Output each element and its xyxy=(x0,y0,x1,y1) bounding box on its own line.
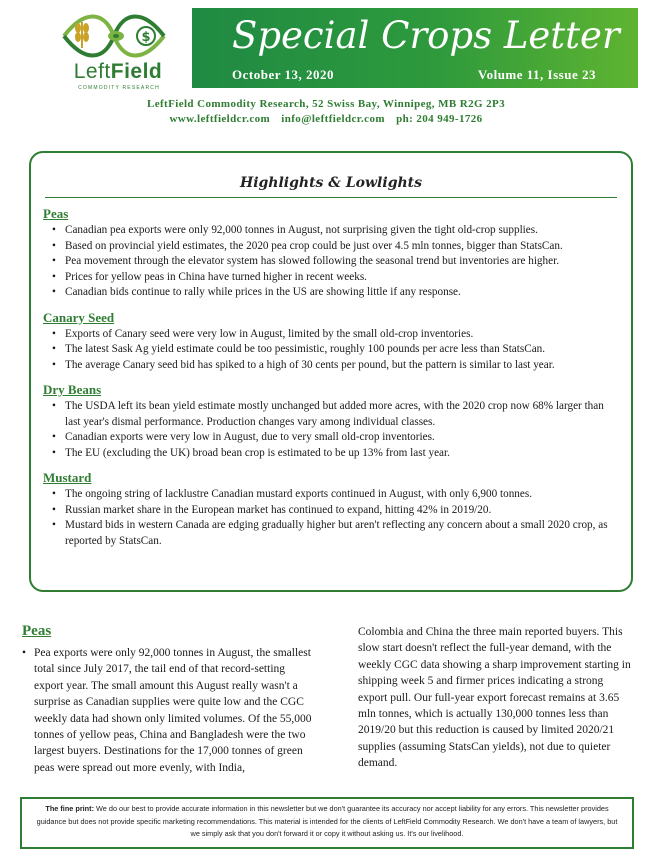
contact-address: LeftField Commodity Research, 52 Swiss Bay, Winnipeg, MB R2G 2P3 xyxy=(146,98,506,110)
svg-text:$: $ xyxy=(141,30,151,45)
list-item: • Prices for yellow peas in China have turned higher in recent weeks. xyxy=(43,270,621,286)
bullet-list xyxy=(43,223,621,301)
website-link[interactable]: www.leftfieldcr.com xyxy=(169,113,271,125)
logo-wordmark: LeftField xyxy=(73,60,163,83)
section-heading: Peas xyxy=(43,206,69,221)
list-item: • The average Canary seed bid has spiked to a high of 30 cents per pound, but the pattern is similar to last year. xyxy=(43,358,621,374)
list-item: • Canadian exports were very low in August, due to very small old-crop inventories. xyxy=(43,430,621,446)
issue-date: October 13, 2020 xyxy=(232,67,334,82)
logo-subtitle: COMMODITY RESEARCH xyxy=(78,85,160,91)
contact-line xyxy=(0,113,652,125)
list-item: • Based on provincial yield estimates, the 2020 pea crop could be just over 4.5 mln tonnes, bigger than StatsCan. xyxy=(43,239,621,255)
issue-volume: Volume 11, Issue 23 xyxy=(477,67,596,82)
bean-icon xyxy=(108,31,124,41)
article-column-right: Colombia and China the three main reported buyers. This slow start doesn't reflect the full-year demand, with the weekly CGC data showing a sharp improvement starting in shipping week 5 and firmer prices indicating a strong export pull. Our full-year export forecast remains at 3.65 mln tonnes, which is actually 130,000 tonnes less than 2019/20 but this reduction is caused by limited 2020/21 supplies (assuming StatsCan yields), not due to quieter demand. xyxy=(358,626,631,770)
email-link[interactable]: info@leftfieldcr.com xyxy=(281,113,385,125)
dollar-icon xyxy=(137,27,155,45)
highlights-box xyxy=(29,151,633,592)
list-item: • Canadian pea exports were only 92,000 tonnes in August, not surprising given the tight old-crop supplies. xyxy=(43,223,621,239)
list-item: • Exports of Canary seed were very low in August, limited by the small old-crop inventories. xyxy=(43,327,621,343)
list-item: • The latest Sask Ag yield estimate could be too pessimistic, roughly 100 pounds per acre less than StatsCan. xyxy=(43,342,621,358)
phone-number: ph: 204 949-1726 xyxy=(396,113,483,125)
article-heading: Peas xyxy=(22,623,52,639)
article-text: Pea exports were only 92,000 tonnes in August, the smallest total since July 2017, the tail end of that record-setting export year. The small amount this August really wasn't a surprise as Canadian supplies were quite low and the CGC weekly data had shown only limited volumes. Of the 55,000 tonnes of yellow peas, China and Bangladesh were the two largest buyers. Destinations for the 17,000 tonnes of green peas were spread out more evenly, with India, xyxy=(34,647,312,774)
logo-graphic xyxy=(54,8,174,64)
fine-print-label: The fine print: xyxy=(45,804,95,813)
list-item: • Pea movement through the elevator system has slowed following the seasonal trend but inventories are higher. xyxy=(43,254,621,270)
fine-print-box xyxy=(20,797,634,849)
section-heading: Canary Seed xyxy=(43,309,115,325)
bullet-list xyxy=(43,327,621,374)
company-logo xyxy=(54,8,174,92)
fine-print-text: We do our best to provide accurate information in this newsletter but we don't guarantee its accuracy nor accept liability for any errors. This newsletter provides guidance but does not provide specific marketing recommendations. This material is intended for the clients of LeftField Commodity Research. We don't have a team of lawyers, but we simply ask that you don't forward it or copy it without asking us. It's our livelihood. xyxy=(36,804,618,838)
header-banner xyxy=(192,8,638,88)
highlight-section-peas xyxy=(43,206,621,301)
highlights-title: Highlights & Lowlights xyxy=(239,175,423,191)
section-heading: Dry Beans xyxy=(43,382,102,397)
section-heading: Mustard xyxy=(43,470,92,485)
list-item: • Canadian bids continue to rally while prices in the US are showing little if any response. xyxy=(43,285,621,301)
highlights-divider xyxy=(45,197,617,198)
list-item: • The EU (excluding the UK) broad bean crop is estimated to be up 13% from last year. xyxy=(43,446,621,462)
bullet-icon: • xyxy=(22,647,27,659)
highlights-content xyxy=(43,206,621,558)
list-item: • Mustard bids in western Canada are edging gradually higher but aren't reflecting any concern about a small 2020 crop, as reported by StatsCan. xyxy=(43,518,621,549)
highlight-section-canary-seed xyxy=(43,310,621,374)
wheat-icon xyxy=(75,22,89,48)
bullet-list xyxy=(43,399,621,461)
list-item: • Russian market share in the European market has continued to expand, hitting 42% in 2019/20. xyxy=(43,503,621,519)
article-column-left xyxy=(22,645,312,776)
list-item: • The ongoing string of lacklustre Canadian mustard exports continued in August, with only 6,900 tonnes. xyxy=(43,487,621,503)
bullet-list xyxy=(43,487,621,549)
highlight-section-mustard xyxy=(43,470,621,549)
highlight-section-dry-beans xyxy=(43,382,621,461)
list-item: • The USDA left its bean yield estimate mostly unchanged but added more acres, with the 2020 crop now 68% larger than last year's dismal performance. Production changes vary among individual classes. xyxy=(43,399,621,430)
newsletter-title: Special Crops Letter xyxy=(232,14,620,57)
